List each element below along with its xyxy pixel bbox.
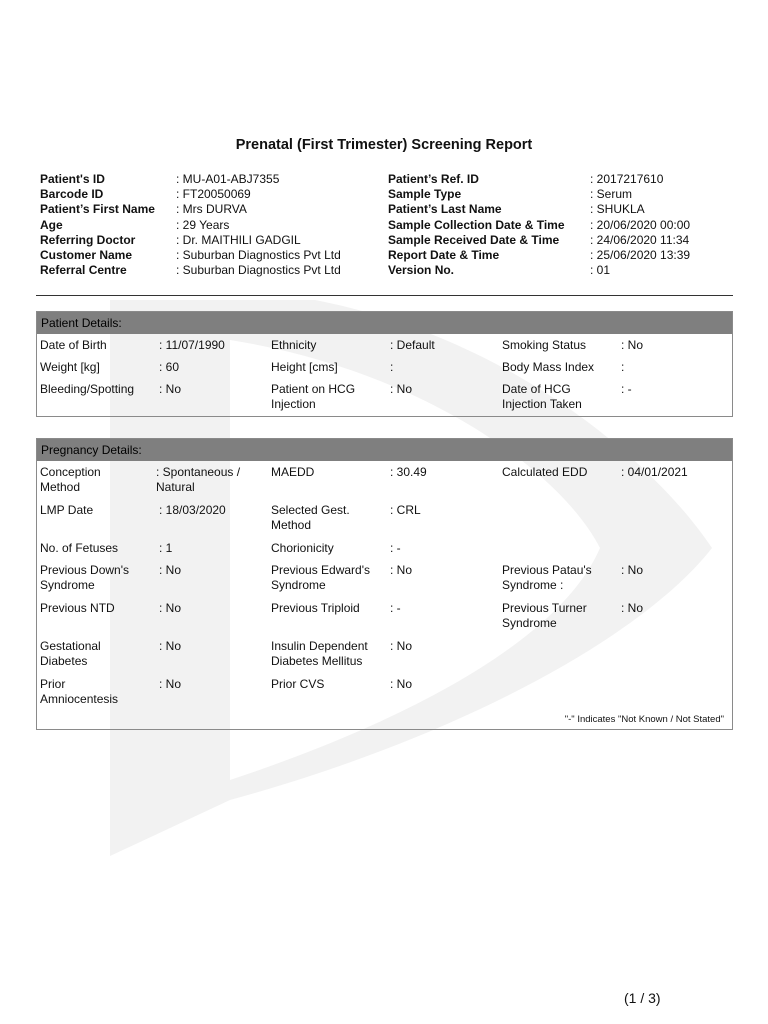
field-label: Prior Amniocentesis: [40, 677, 119, 707]
header-label: Customer Name: [40, 247, 133, 262]
field-label: Calculated EDD: [502, 465, 588, 479]
header-label: Patient’s Last Name: [388, 202, 502, 217]
header-value: : Suburban Diagnostics Pvt Ltd: [176, 263, 341, 278]
field-value: : No: [159, 639, 182, 653]
field-label: Date of Birth: [40, 338, 107, 352]
field-label: Height [cms]: [271, 360, 338, 374]
section-heading: Pregnancy Details:: [37, 439, 732, 461]
section-heading: Patient Details:: [37, 312, 732, 334]
field-value: : CRL: [390, 503, 421, 517]
field-value: : 1: [159, 541, 173, 555]
field-value: : -: [390, 601, 401, 615]
header-label: Version No.: [388, 263, 455, 278]
header-value: : Dr. MAITHILI GADGIL: [176, 232, 301, 247]
field-label: Smoking Status: [502, 338, 587, 352]
field-label: Bleeding/Spotting: [40, 382, 135, 396]
header-value: : 2017217610: [590, 172, 664, 186]
field-value: : No: [159, 382, 182, 396]
field-value: : No: [159, 677, 182, 691]
field-value: : Spontaneous / Natural: [156, 465, 241, 495]
field-value: : -: [390, 541, 401, 555]
field-value: :: [390, 360, 394, 374]
field-label: Previous NTD: [40, 601, 115, 615]
field-value: : 11/07/1990: [159, 338, 225, 352]
field-label: Previous Triploid: [271, 601, 360, 615]
header-label: Report Date & Time: [388, 247, 500, 262]
header-value: : MU-A01-ABJ7355: [176, 172, 280, 186]
field-value: : 04/01/2021: [621, 465, 688, 479]
field-value: : -: [621, 382, 632, 396]
header-right-labels: [388, 172, 565, 278]
field-label: Previous Edward's Syndrome: [271, 563, 370, 593]
field-value: : Default: [390, 338, 435, 352]
field-value: : No: [390, 677, 413, 691]
field-label: Previous Down's Syndrome: [40, 563, 129, 593]
field-label: Weight [kg]: [40, 360, 100, 374]
header-left-labels: [40, 172, 155, 278]
header-label: Patient's ID: [40, 172, 105, 186]
page-number: (1 / 3): [624, 990, 661, 1006]
header-value: : 25/06/2020 13:39: [590, 247, 691, 262]
field-value: : No: [621, 338, 644, 352]
field-value: : 30.49: [390, 465, 427, 479]
field-label: Previous Patau's Syndrome :: [502, 563, 592, 593]
header-value: : SHUKLA: [590, 202, 645, 217]
field-value: :: [621, 360, 625, 374]
field-value: : No: [159, 601, 182, 615]
field-label: LMP Date: [40, 503, 94, 517]
header-label: Sample Received Date & Time: [388, 232, 560, 247]
header-label: Age: [40, 217, 63, 232]
field-value: : No: [621, 601, 644, 615]
header-value: : Serum: [590, 187, 633, 202]
field-label: Gestational Diabetes: [40, 639, 101, 669]
field-label: No. of Fetuses: [40, 541, 119, 555]
field-value: : 18/03/2020: [159, 503, 226, 517]
field-label: Prior CVS: [271, 677, 325, 691]
header-label: Patient’s First Name: [40, 202, 155, 217]
header-value: : 01: [590, 263, 611, 278]
field-value: : No: [159, 563, 182, 577]
header-value: : 20/06/2020 00:00: [590, 217, 691, 232]
header-right-values: [590, 172, 690, 278]
field-label: Patient on HCG Injection: [271, 382, 356, 412]
header-label: Sample Collection Date & Time: [388, 217, 565, 232]
field-label: Chorionicity: [271, 541, 334, 555]
field-label: Insulin Dependent Diabetes Mellitus: [271, 639, 368, 669]
header-label: Referring Doctor: [40, 232, 136, 247]
field-value: : 60: [159, 360, 180, 374]
header-value: : Mrs DURVA: [176, 202, 247, 217]
patient-details-section: [36, 311, 733, 417]
header-label: Patient’s Ref. ID: [388, 172, 479, 186]
field-label: Conception Method: [40, 465, 101, 495]
pregnancy-details-section: [36, 438, 733, 730]
header-label: Barcode ID: [40, 187, 104, 202]
field-value: : No: [621, 563, 644, 577]
header-value: : Suburban Diagnostics Pvt Ltd: [176, 247, 341, 262]
field-label: Date of HCG Injection Taken: [502, 382, 582, 412]
field-value: : No: [390, 382, 413, 396]
header-label: Referral Centre: [40, 263, 127, 278]
field-label: Selected Gest. Method: [271, 503, 350, 533]
field-label: Previous Turner Syndrome: [502, 601, 587, 631]
field-label: MAEDD: [271, 465, 315, 479]
header-divider: [36, 295, 733, 296]
header-left-values: [176, 172, 341, 278]
field-label: Ethnicity: [271, 338, 317, 352]
field-value: : No: [390, 563, 413, 577]
header-value: : FT20050069: [176, 187, 251, 202]
header-value: : 29 Years: [176, 217, 230, 232]
legend-note: "-" Indicates "Not Known / Not Stated": [564, 714, 724, 725]
field-label: Body Mass Index: [502, 360, 595, 374]
report-title: Prenatal (First Trimester) Screening Report: [235, 137, 533, 153]
field-value: : No: [390, 639, 413, 653]
header-value: : 24/06/2020 11:34: [590, 232, 690, 247]
header-label: Sample Type: [388, 187, 462, 202]
